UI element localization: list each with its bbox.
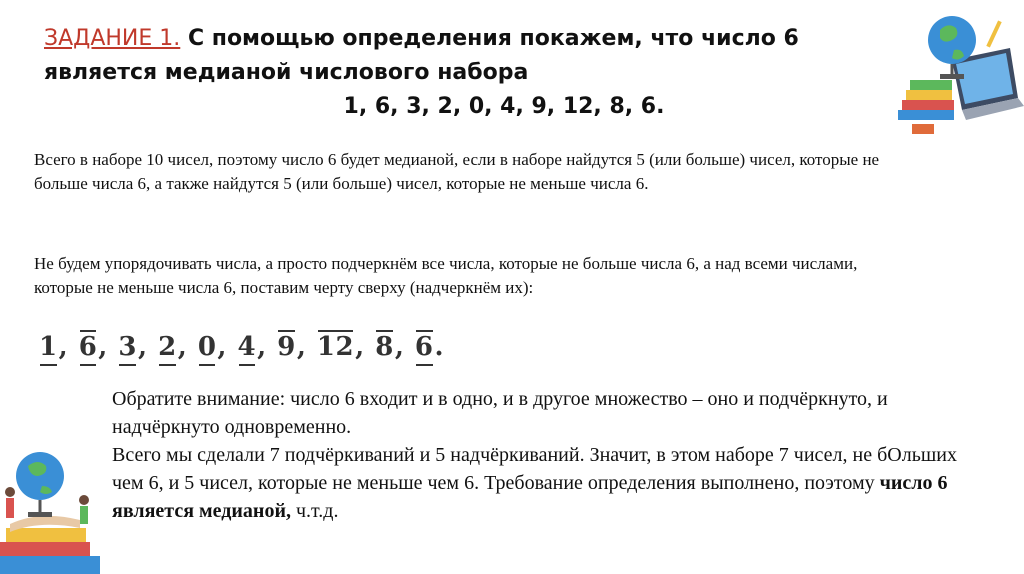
- note-line2-start: Всего мы сделали 7 подчёркиваний и 5 надчёркиваний. Значит, в этом наборе 7 чисел, не бОльших чем 6, и 5 чисел, которые не меньше чем 6. Требование определения выполнено, поэтому: [112, 444, 957, 494]
- task-label: ЗАДАНИЕ 1.: [44, 26, 181, 51]
- person-icon: [79, 495, 89, 524]
- note-line2: [112, 441, 982, 525]
- note-line1: Обратите внимание: число 6 входит и в одно, и в другое множество – оно и подчёркнуто, и надчёркнуто одновременно.: [112, 388, 888, 438]
- slide-title: [44, 22, 864, 124]
- number-separator: ,: [138, 332, 158, 362]
- books-icon: [898, 80, 954, 134]
- books-icon: [0, 516, 100, 574]
- number-separator: ,: [98, 332, 118, 362]
- globe-icon: [16, 452, 64, 517]
- paragraph-count: Всего в наборе 10 чисел, поэтому число 6 будет медианой, если в наборе найдутся 5 (или больше) чисел, которые не больше числа 6, а также найдутся 5 (или больше) чисел, которые не меньше числа 6.: [34, 150, 880, 193]
- marked-number: 4: [237, 322, 258, 372]
- note-line2-end: ч.т.д.: [290, 500, 339, 522]
- number-separator: ,: [296, 332, 316, 362]
- marked-number: 9: [276, 322, 297, 372]
- globe-books-people-illustration: [0, 432, 110, 574]
- marked-number: 8: [374, 322, 395, 372]
- marked-number: 12: [316, 322, 355, 372]
- pencil-icon: [986, 20, 1001, 47]
- number-separator: ,: [394, 332, 414, 362]
- marked-number: 2: [157, 322, 178, 372]
- number-set: 1, 6, 3, 2, 0, 4, 9, 12, 8, 6.: [343, 94, 665, 119]
- marked-number: 6: [414, 322, 435, 372]
- note-block: [112, 385, 982, 525]
- marked-number-row: [38, 322, 444, 372]
- number-separator: ,: [177, 332, 197, 362]
- paragraph-method: Не будем упорядочивать числа, а просто подчеркнём все числа, которые не больше числа 6, а над всеми числами, которые не меньше числа 6, поставим черту сверху (надчеркнём их):: [34, 254, 858, 297]
- title-text: С помощью определения покажем, что число 6 является медианой числового набора: [44, 26, 799, 85]
- marked-number: 1: [38, 322, 59, 372]
- number-separator: ,: [257, 332, 277, 362]
- marked-number: 3: [117, 322, 138, 372]
- marked-number: 0: [197, 322, 218, 372]
- person-icon: [5, 487, 15, 518]
- number-separator: .: [434, 332, 445, 362]
- number-separator: ,: [217, 332, 237, 362]
- number-separator: ,: [355, 332, 375, 362]
- note-conclusion-bold: число 6 является медианой,: [112, 472, 948, 522]
- number-separator: ,: [58, 332, 78, 362]
- marked-number: 6: [78, 322, 99, 372]
- globe-books-laptop-illustration: [892, 0, 1024, 140]
